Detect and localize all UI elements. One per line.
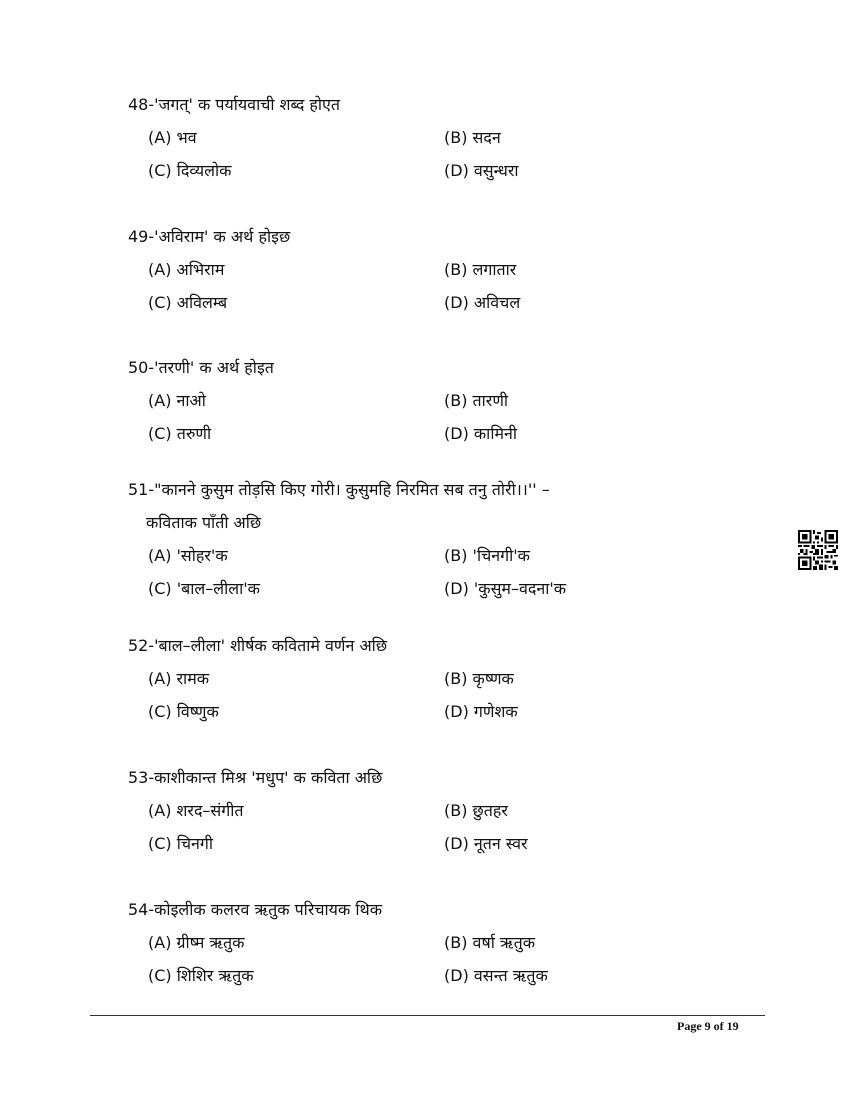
question-49-option-b: (B) लगातार [444, 260, 517, 279]
question-54-option-b: (B) वर्षा ऋतुक [444, 933, 535, 952]
question-53-stem: 53-काशीकान्त मिश्र 'मधुप' क कविता अछि [128, 768, 383, 787]
question-48-option-d: (D) वसुन्धरा [444, 161, 519, 180]
question-53-option-a: (A) शरद–संगीत [148, 801, 244, 820]
question-49-option-d: (D) अविचल [444, 293, 521, 312]
question-54-option-d: (D) वसन्त ऋतुक [444, 966, 548, 985]
question-50-option-b: (B) तारणी [444, 391, 509, 410]
question-51-option-a: (A) 'सोहर'क [148, 546, 228, 565]
page-number: Page 9 of 19 [677, 1019, 739, 1033]
question-52-option-d: (D) गणेशक [444, 702, 518, 721]
question-48-stem: 48-'जगत्' क पर्यायवाची शब्द होएत [128, 95, 341, 114]
question-49-stem: 49-'अविराम' क अर्थ होइछ [128, 227, 291, 246]
qr-code-icon [798, 530, 838, 570]
question-52-option-c: (C) विष्णुक [148, 702, 219, 721]
question-53-option-d: (D) नूतन स्वर [444, 834, 528, 853]
question-50-option-c: (C) तरुणी [148, 424, 212, 443]
question-48-option-b: (B) सदन [444, 128, 501, 147]
footer-divider [90, 1015, 765, 1016]
question-48-option-a: (A) भव [148, 128, 197, 147]
question-53-option-c: (C) चिनगी [148, 834, 214, 853]
question-49-option-a: (A) अभिराम [148, 260, 225, 279]
question-50-option-d: (D) कामिनी [444, 424, 518, 443]
question-51-stem: 51-"कानने कुसुम तोड़सि किए गोरी। कुसुमहि निरमित सब तनु तोरी।।'' – [128, 480, 550, 499]
question-54-option-a: (A) ग्रीष्म ऋतुक [148, 933, 245, 952]
question-51-option-d: (D) 'कुसुम–वदना'क [444, 579, 567, 598]
question-50-option-a: (A) नाओ [148, 391, 206, 410]
question-48-option-c: (C) दिव्यलोक [148, 161, 232, 180]
question-52-option-b: (B) कृष्णक [444, 669, 514, 688]
question-54-option-c: (C) शिशिर ऋतुक [148, 966, 254, 985]
question-52-option-a: (A) रामक [148, 669, 210, 688]
question-52-stem: 52-'बाल–लीला' शीर्षक कवितामे वर्णन अछि [128, 636, 388, 655]
question-53-option-b: (B) छुतहर [444, 801, 508, 820]
question-51-option-b: (B) 'चिनगी'क [444, 546, 530, 565]
question-51-stem-continued: कविताक पाँती अछि [146, 513, 262, 532]
question-54-stem: 54-कोइलीक कलरव ऋतुक परिचायक थिक [128, 900, 382, 919]
question-51-option-c: (C) 'बाल–लीला'क [148, 579, 260, 598]
question-49-option-c: (C) अविलम्ब [148, 293, 228, 312]
question-50-stem: 50-'तरणी' क अर्थ होइत [128, 358, 274, 377]
